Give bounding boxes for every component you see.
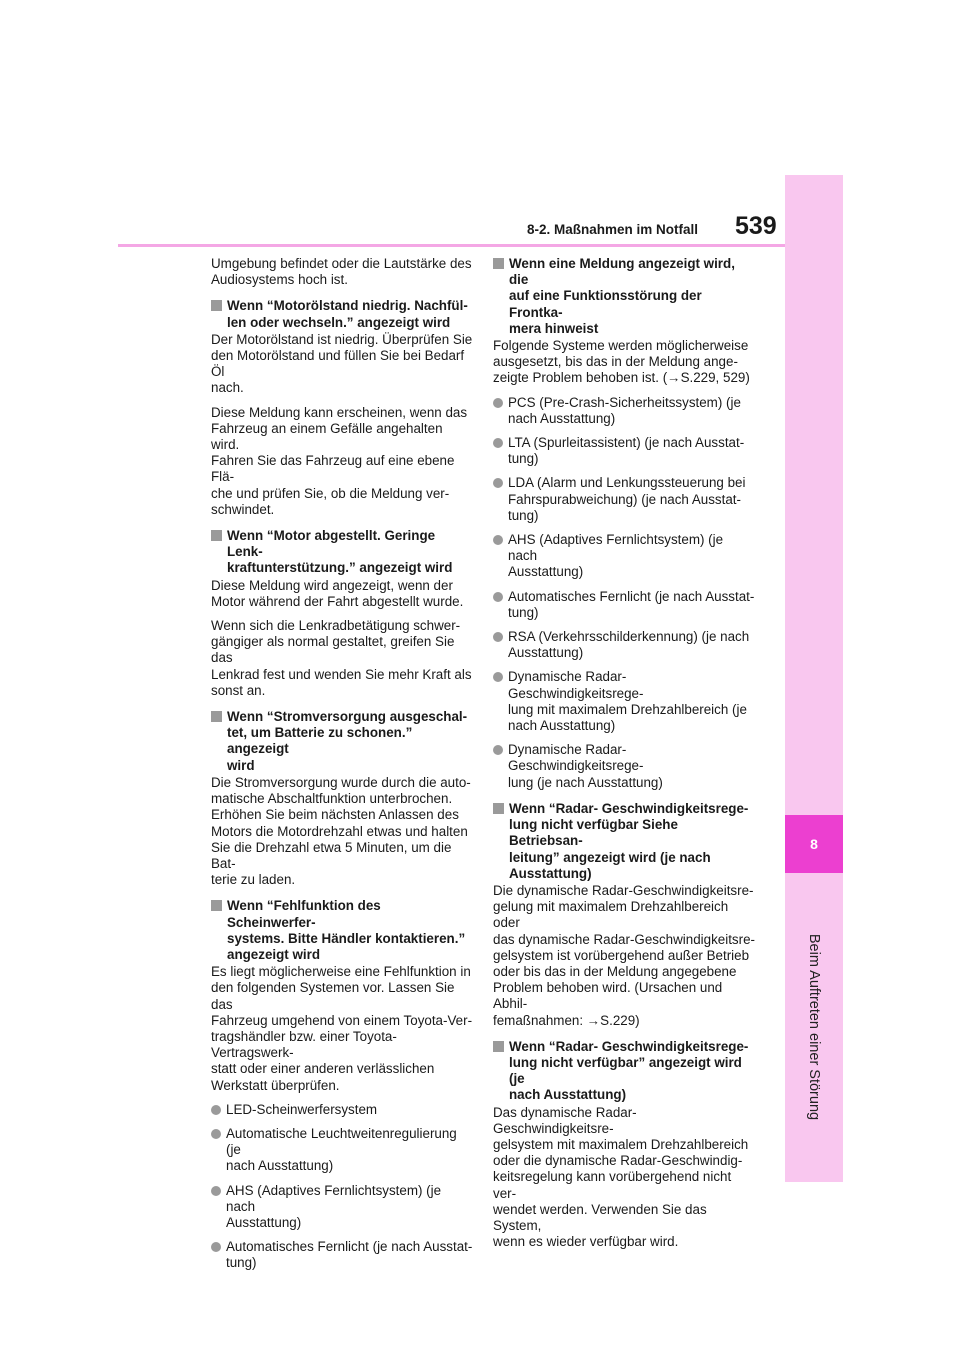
round-bullet-icon bbox=[211, 1242, 221, 1252]
round-bullet-icon bbox=[493, 535, 503, 545]
list-item-text: PCS (Pre-Crash-Sicherheitssystem) (je nach Ausstattung) bbox=[508, 394, 741, 426]
section-heading bbox=[211, 898, 473, 963]
section-heading bbox=[493, 801, 755, 882]
list-item-text: AHS (Adaptives Fernlichtsystem) (je nach Ausstattung) bbox=[508, 532, 724, 580]
round-bullet-icon bbox=[211, 1129, 221, 1139]
list-item bbox=[493, 669, 755, 734]
paragraph: Diese Meldung kann erscheinen, wenn das Fahrzeug an einem Gefälle angehalten wird. Fahren Sie das Fahrzeug auf eine ebene Flä- che und prüfen Sie, ob die Meldung ver- schwindet. bbox=[211, 404, 468, 517]
section-heading bbox=[211, 528, 473, 577]
paragraph: Die Stromversorgung wurde durch die auto- matische Abschaltfunktion unterbrochen. Erhöhen Sie beim nächsten Anlassen des Motors die Motordrehzahl etwas und halten Sie die Drehzahl etwa 5 Minuten, um die Bat- terie zu laden. bbox=[211, 774, 471, 888]
square-bullet-icon bbox=[211, 711, 222, 722]
left-column bbox=[211, 256, 473, 1280]
list-item-text: LED-Scheinwerfersystem bbox=[226, 1101, 378, 1117]
list-item-text: Dynamische Radar-Geschwindigkeitsrege- lung (je nach Ausstattung) bbox=[508, 742, 663, 790]
header-rule bbox=[118, 244, 785, 247]
paragraph: Folgende Systeme werden möglicherweise ausgesetzt, bis das in der Meldung ange- zeigte Problem behoben ist. (→S.229, 529) bbox=[493, 338, 750, 386]
paragraph: Wenn sich die Lenkradbetätigung schwer- gängiger als normal gestaltet, greifen Sie das Lenkrad fest und wenden Sie mehr Kraft als sonst an. bbox=[211, 618, 472, 698]
list-item bbox=[493, 435, 755, 467]
paragraph: Das dynamische Radar-Geschwindigkeitsre- gelsystem mit maximalem Drehzahlbereich oder die dynamische Radar-Geschwindig- keitsregelung kann vorübergehend nicht ver- wendet werden. Verwenden Sie das System, wenn es wieder verfügbar wird. bbox=[493, 1104, 749, 1250]
intro-paragraph: Umgebung befindet oder die Lautstärke des Audiosystems hoch ist. bbox=[211, 256, 472, 288]
list-item bbox=[493, 629, 755, 661]
list-item bbox=[493, 395, 755, 427]
paragraph: Der Motorölstand ist niedrig. Überprüfen Sie den Motorölstand und füllen Sie bei Bedarf Öl nach. bbox=[211, 331, 473, 396]
list-item-text: Automatisches Fernlicht (je nach Ausstat- tung) bbox=[226, 1239, 473, 1271]
list-item bbox=[493, 589, 755, 621]
list-item bbox=[493, 475, 755, 524]
list-item bbox=[211, 1239, 473, 1271]
page-number: 539 bbox=[735, 212, 777, 240]
list-item-text: AHS (Adaptives Fernlichtsystem) (je nach Ausstattung) bbox=[226, 1182, 442, 1230]
list-item-text: Automatisches Fernlicht (je nach Ausstat- tung) bbox=[508, 588, 755, 620]
list-item-text: Automatische Leuchtweitenregulierung (je nach Ausstattung) bbox=[226, 1125, 457, 1174]
round-bullet-icon bbox=[493, 398, 503, 408]
square-bullet-icon bbox=[211, 300, 222, 311]
list-item bbox=[493, 532, 755, 581]
list-item-text: LTA (Spurleitassistent) (je nach Ausstat- tung) bbox=[508, 435, 745, 467]
paragraph: Es liegt möglicherweise eine Fehlfunktion in den folgenden Systemen vor. Lassen Sie das Fahrzeug umgehend von einem Toyota-Ver- tragshändler bzw. einer Toyota-Vertragswerk- statt oder einer anderen verlässlichen Werkstatt überprüfen. bbox=[211, 964, 473, 1093]
section-heading bbox=[211, 709, 473, 774]
square-bullet-icon bbox=[493, 258, 504, 269]
round-bullet-icon bbox=[493, 672, 503, 682]
round-bullet-icon bbox=[493, 478, 503, 488]
section-heading bbox=[211, 298, 473, 330]
square-bullet-icon bbox=[211, 530, 222, 541]
list-item bbox=[211, 1183, 473, 1232]
square-bullet-icon bbox=[493, 1041, 504, 1052]
list-item bbox=[211, 1102, 473, 1118]
square-bullet-icon bbox=[493, 803, 504, 814]
right-column bbox=[493, 256, 755, 1258]
section-title: 8-2. Maßnahmen im Notfall bbox=[527, 222, 699, 237]
round-bullet-icon bbox=[493, 745, 503, 755]
heading-text: Wenn “Stromversorgung ausgeschal- tet, um Batterie zu schonen.” angezeigt wird bbox=[227, 709, 468, 773]
heading-text: Wenn “Motor abgestellt. Geringe Lenk- kraftunterstützung.” angezeigt wird bbox=[227, 528, 453, 576]
chapter-title-text: Beim Auftreten einer Störung bbox=[806, 933, 822, 1121]
heading-text: Wenn “Motorölstand niedrig. Nachfül- len oder wechseln.” angezeigt wird bbox=[227, 298, 468, 330]
heading-text: Wenn “Radar- Geschwindigkeitsrege- lung nicht verfügbar Siehe Betriebsan- leitung” angezeigt wird (je nach Ausstattung) bbox=[509, 800, 749, 881]
list-item-text: RSA (Verkehrsschilderkennung) (je nach Ausstattung) bbox=[508, 629, 750, 661]
heading-text: Wenn “Radar- Geschwindigkeitsrege- lung nicht verfügbar” angezeigt wird (je nach Ausstattung) bbox=[509, 1038, 749, 1103]
square-bullet-icon bbox=[211, 900, 222, 911]
list-item bbox=[493, 742, 755, 791]
round-bullet-icon bbox=[493, 592, 503, 602]
paragraph: Diese Meldung wird angezeigt, wenn der Motor während der Fahrt abgestellt wurde. bbox=[211, 577, 464, 609]
paragraph: Die dynamische Radar-Geschwindigkeitsre- gelung mit maximalem Drehzahlbereich oder das dynamische Radar-Geschwindigkeitsre- gelsystem ist vorübergehend außer Betrieb oder bis das in der Meldung angegebene Problem behoben wird. (Ursachen und Abhil- femaßnahmen: →S.229) bbox=[493, 882, 755, 1028]
round-bullet-icon bbox=[211, 1105, 221, 1115]
round-bullet-icon bbox=[493, 632, 503, 642]
list-item bbox=[211, 1126, 473, 1175]
section-heading bbox=[493, 256, 755, 337]
list-item-text: Dynamische Radar-Geschwindigkeitsrege- lung mit maximalem Drehzahlbereich (je nach Ausstattung) bbox=[508, 669, 747, 734]
heading-text: Wenn eine Meldung angezeigt wird, die auf eine Funktionsstörung der Frontka- mera hinweist bbox=[509, 256, 735, 336]
round-bullet-icon bbox=[211, 1186, 221, 1196]
list-item-text: LDA (Alarm und Lenkungssteuerung bei Fahrspurabweichung) (je nach Ausstat- tung) bbox=[508, 475, 746, 523]
chapter-number-badge: 8 bbox=[785, 815, 843, 873]
section-heading bbox=[493, 1039, 755, 1104]
heading-text: Wenn “Fehlfunktion des Scheinwerfer- systems. Bitte Händler kontaktieren.” angezeigt wird bbox=[227, 898, 466, 962]
round-bullet-icon bbox=[493, 438, 503, 448]
